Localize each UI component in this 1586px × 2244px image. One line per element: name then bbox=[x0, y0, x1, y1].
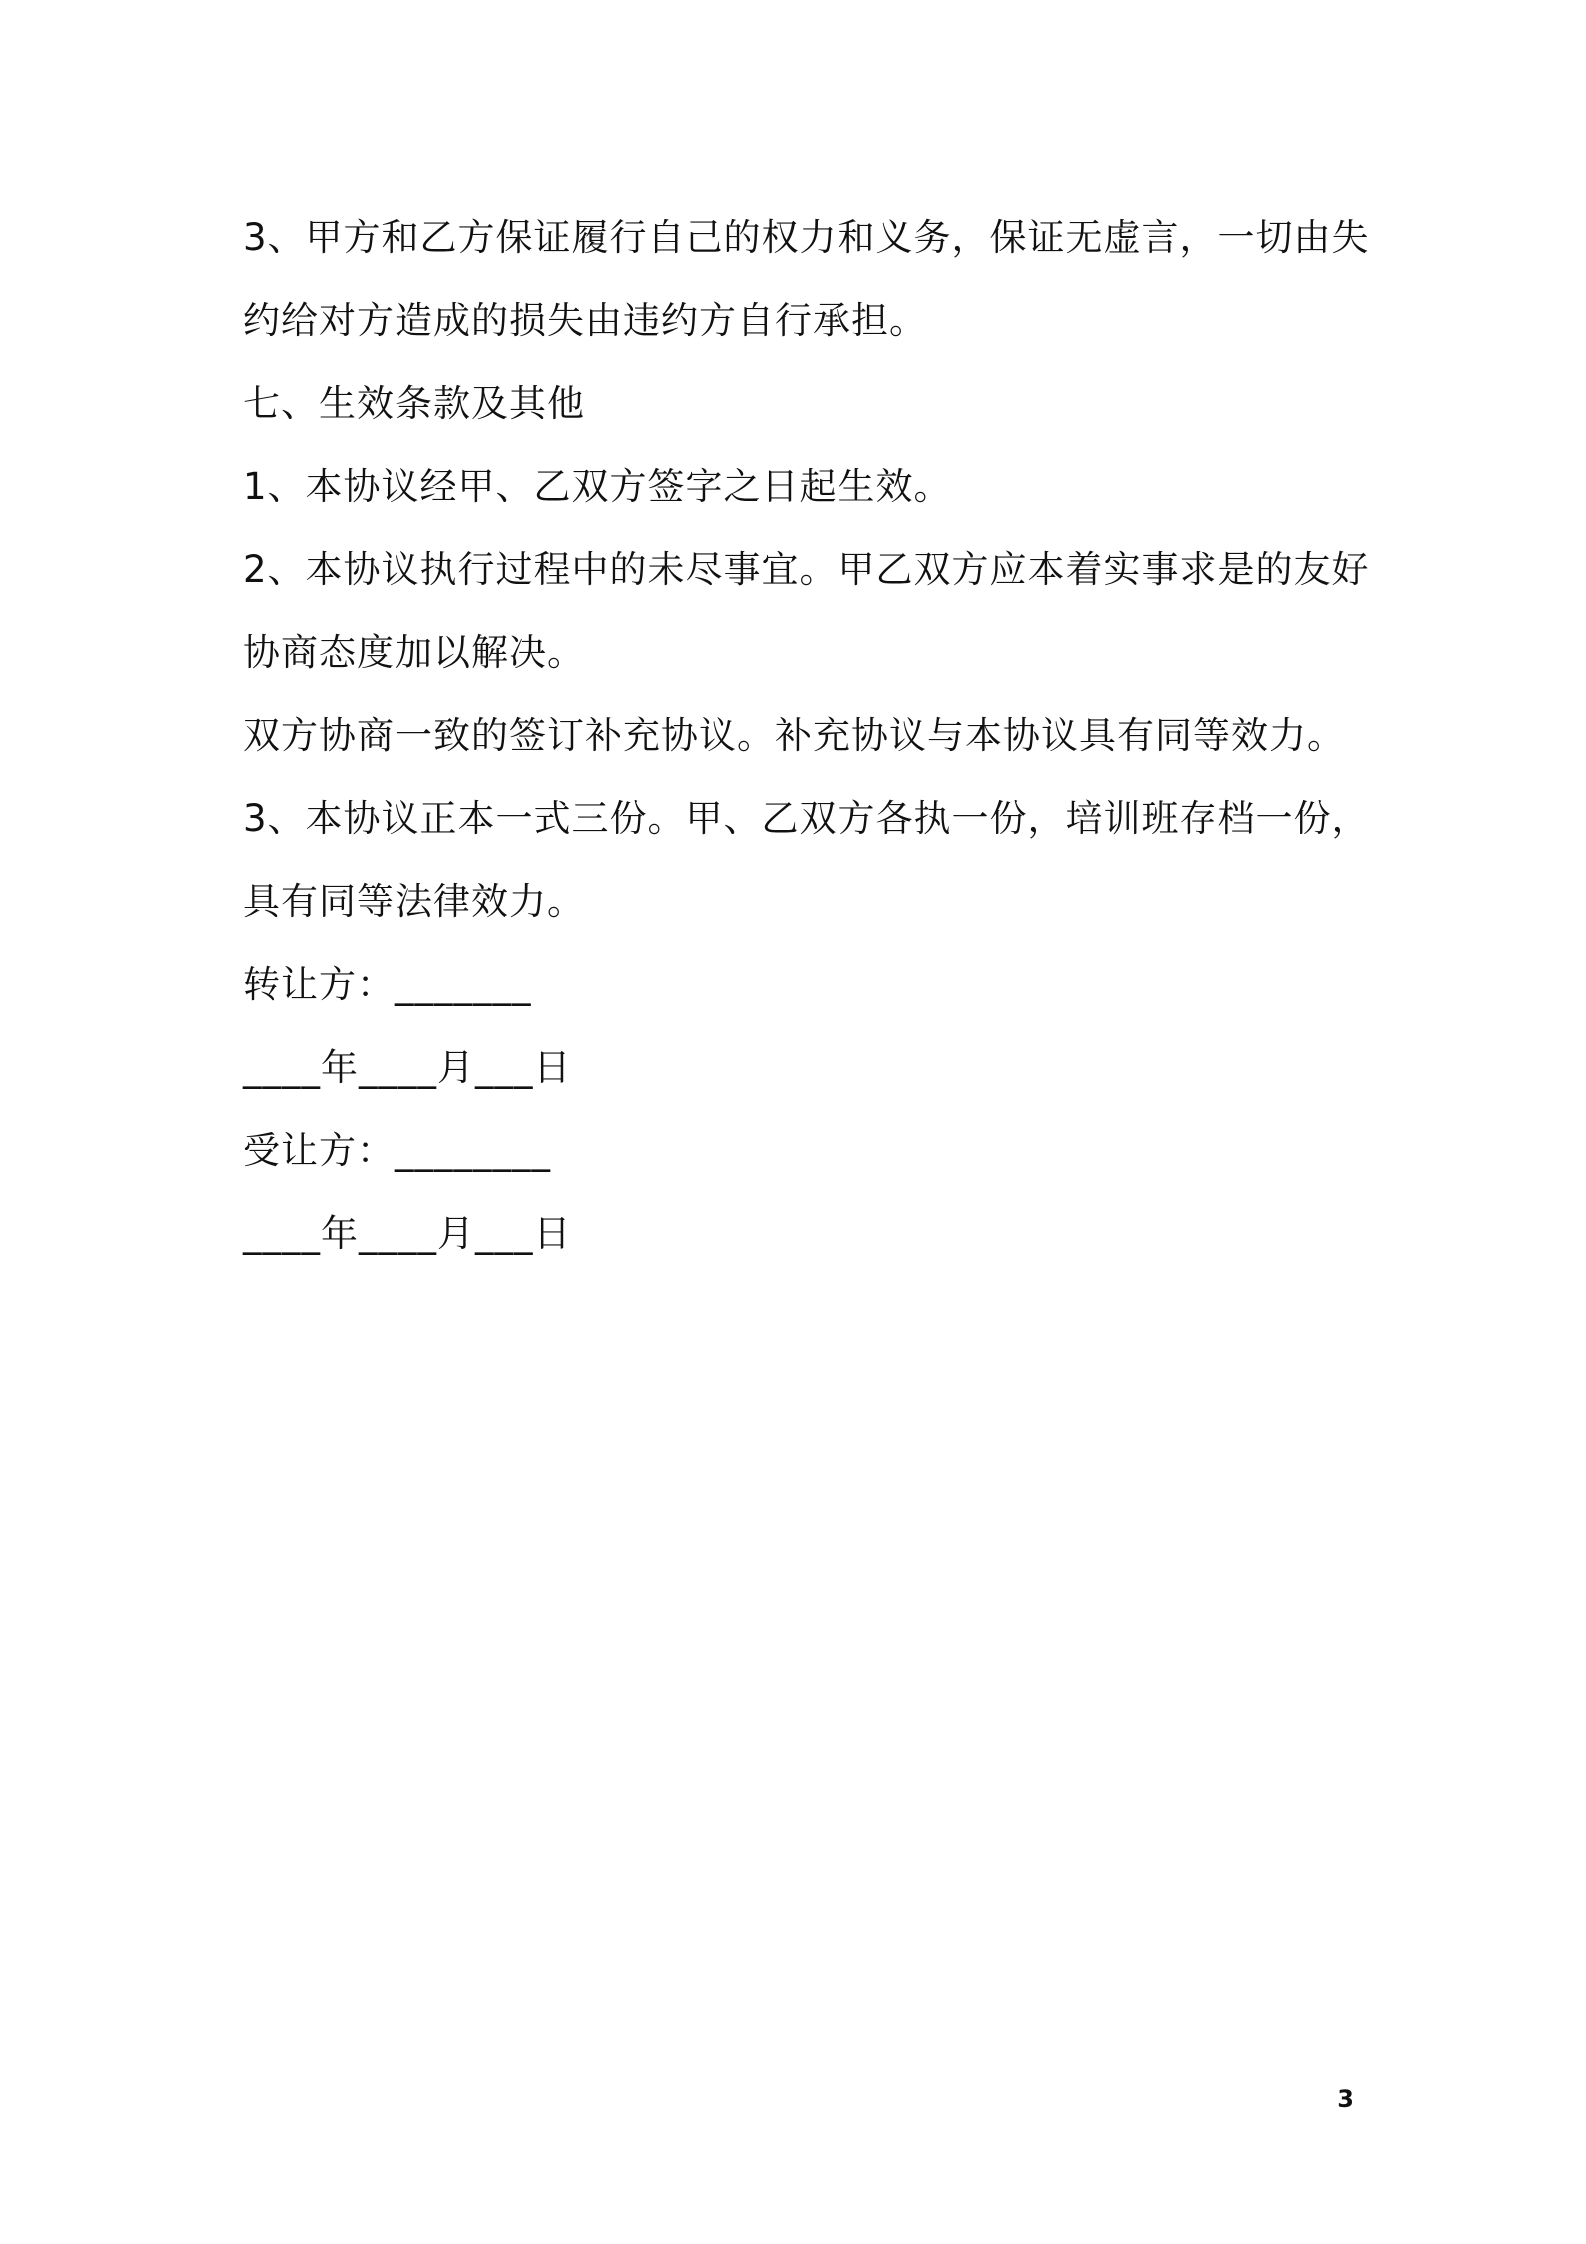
section-7-clause-2-line-1: 2、本协议执行过程中的未尽事宜。甲乙双方应本着实事求是的友好 bbox=[243, 548, 1370, 591]
section-7-clause-1: 1、本协议经甲、乙双方签字之日起生效。 bbox=[243, 465, 952, 508]
section-7-clause-3-line-1: 3、本协议正本一式三份。甲、乙双方各执一份，培训班存档一份， bbox=[243, 797, 1370, 840]
section-7-clause-2-line-2: 协商态度加以解决。 bbox=[243, 631, 585, 674]
transferee-signature-line: 受让方：________ bbox=[243, 1129, 551, 1172]
supplementary-agreement-line: 双方协商一致的签订补充协议。补充协议与本协议具有同等效力。 bbox=[243, 714, 1345, 757]
clause-3-line-2: 约给对方造成的损失由违约方自行承担。 bbox=[243, 299, 927, 342]
transferor-date-line: ____年____月___日 bbox=[243, 1046, 572, 1089]
transferee-date-line: ____年____月___日 bbox=[243, 1212, 572, 1255]
section-7-heading: 七、生效条款及其他 bbox=[243, 382, 585, 425]
clause-3-line-1: 3、甲方和乙方保证履行自己的权力和义务，保证无虚言，一切由失 bbox=[243, 216, 1370, 259]
document-body bbox=[243, 196, 1370, 1275]
section-7-clause-3-line-2: 具有同等法律效力。 bbox=[243, 880, 585, 923]
transferor-signature-line: 转让方：_______ bbox=[243, 963, 532, 1006]
page-number: 3 bbox=[1337, 2085, 1354, 2113]
